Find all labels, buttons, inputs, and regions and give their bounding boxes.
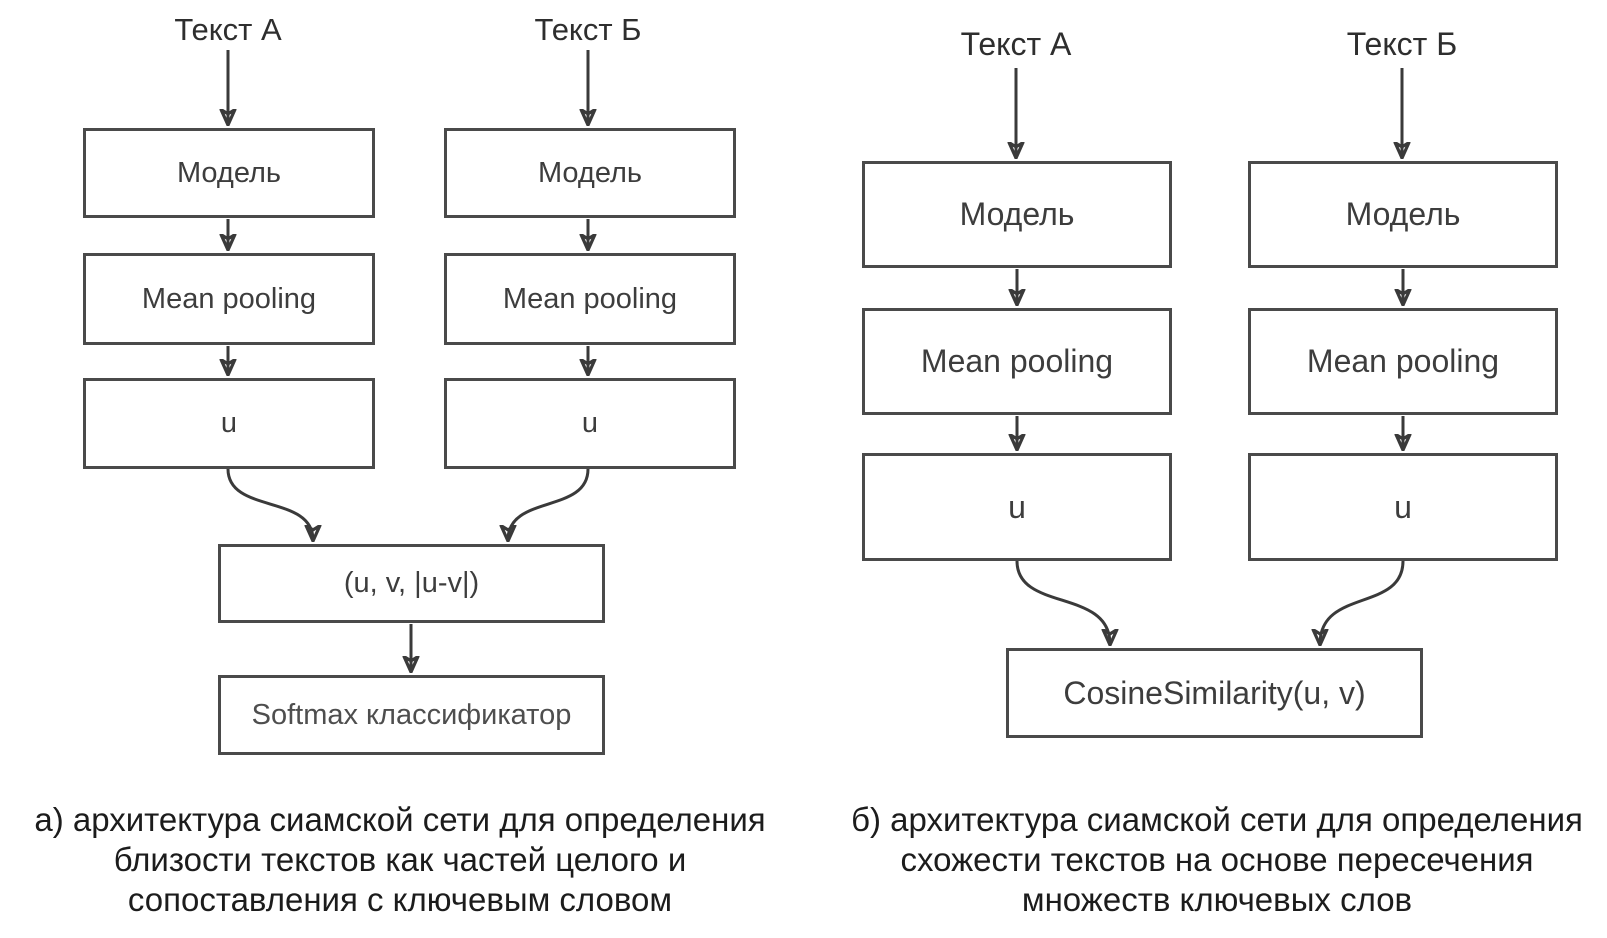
u-vector-box-label: u xyxy=(220,407,238,439)
caption-a-line-2: близости текстов как частей целого и xyxy=(113,841,687,878)
mean-pooling-box-label: Mean pooling xyxy=(920,343,1114,379)
input-label-text-a: Текст А xyxy=(174,12,282,47)
mean-pooling-box xyxy=(1248,308,1558,415)
softmax-classifier-box xyxy=(218,675,605,755)
mean-pooling-box xyxy=(83,253,375,345)
concat-vector-box xyxy=(218,544,605,623)
concat-vector-box-label: (u, v, |u-v|) xyxy=(343,567,480,599)
model-box-label: Модель xyxy=(959,196,1075,232)
cosine-similarity-box-label: CosineSimilarity(u, v) xyxy=(1063,674,1366,711)
mean-pooling-box-label: Mean pooling xyxy=(502,282,678,315)
curve-a-u-right-to-concat xyxy=(508,469,588,540)
model-box-label: Модель xyxy=(176,156,282,189)
mean-pooling-box-label: Mean pooling xyxy=(1306,343,1500,379)
caption-diagram-b xyxy=(827,800,1607,920)
u-vector-box xyxy=(862,453,1172,561)
cosine-similarity-box xyxy=(1006,648,1423,738)
u-vector-box xyxy=(83,378,375,469)
caption-b-line-2: схожести текстов на основе пересечения xyxy=(900,841,1534,878)
input-label-text-a: Текст А xyxy=(960,26,1072,62)
caption-a-line-3: сопоставления с ключевым словом xyxy=(127,881,673,918)
model-box xyxy=(1248,161,1558,268)
caption-a-line-1: а) архитектура сиамской сети для определения xyxy=(34,801,766,838)
mean-pooling-box xyxy=(444,253,736,345)
u-vector-box-label: u xyxy=(1008,488,1026,525)
caption-diagram-a xyxy=(10,800,790,920)
caption-b-line-1: б) архитектура сиамской сети для определения xyxy=(851,801,1583,838)
model-box xyxy=(862,161,1172,268)
u-vector-box-label: u xyxy=(581,407,599,439)
model-box xyxy=(83,128,375,218)
u-vector-box xyxy=(444,378,736,469)
input-label-text-b: Текст Б xyxy=(1346,26,1458,62)
u-vector-box xyxy=(1248,453,1558,561)
softmax-classifier-box-label: Softmax классификатор xyxy=(251,698,572,731)
model-box-label: Модель xyxy=(1345,196,1461,232)
input-label-text-b: Текст Б xyxy=(534,12,642,47)
curve-a-u-left-to-concat xyxy=(228,469,313,540)
curve-b-u-right-to-similarity xyxy=(1320,561,1403,644)
caption-b-line-3: множеств ключевых слов xyxy=(1021,881,1413,918)
mean-pooling-box-label: Mean pooling xyxy=(141,282,317,315)
u-vector-box-label: u xyxy=(1394,488,1412,525)
model-box xyxy=(444,128,736,218)
mean-pooling-box xyxy=(862,308,1172,415)
model-box-label: Модель xyxy=(537,156,643,189)
curve-b-u-left-to-similarity xyxy=(1017,561,1110,644)
